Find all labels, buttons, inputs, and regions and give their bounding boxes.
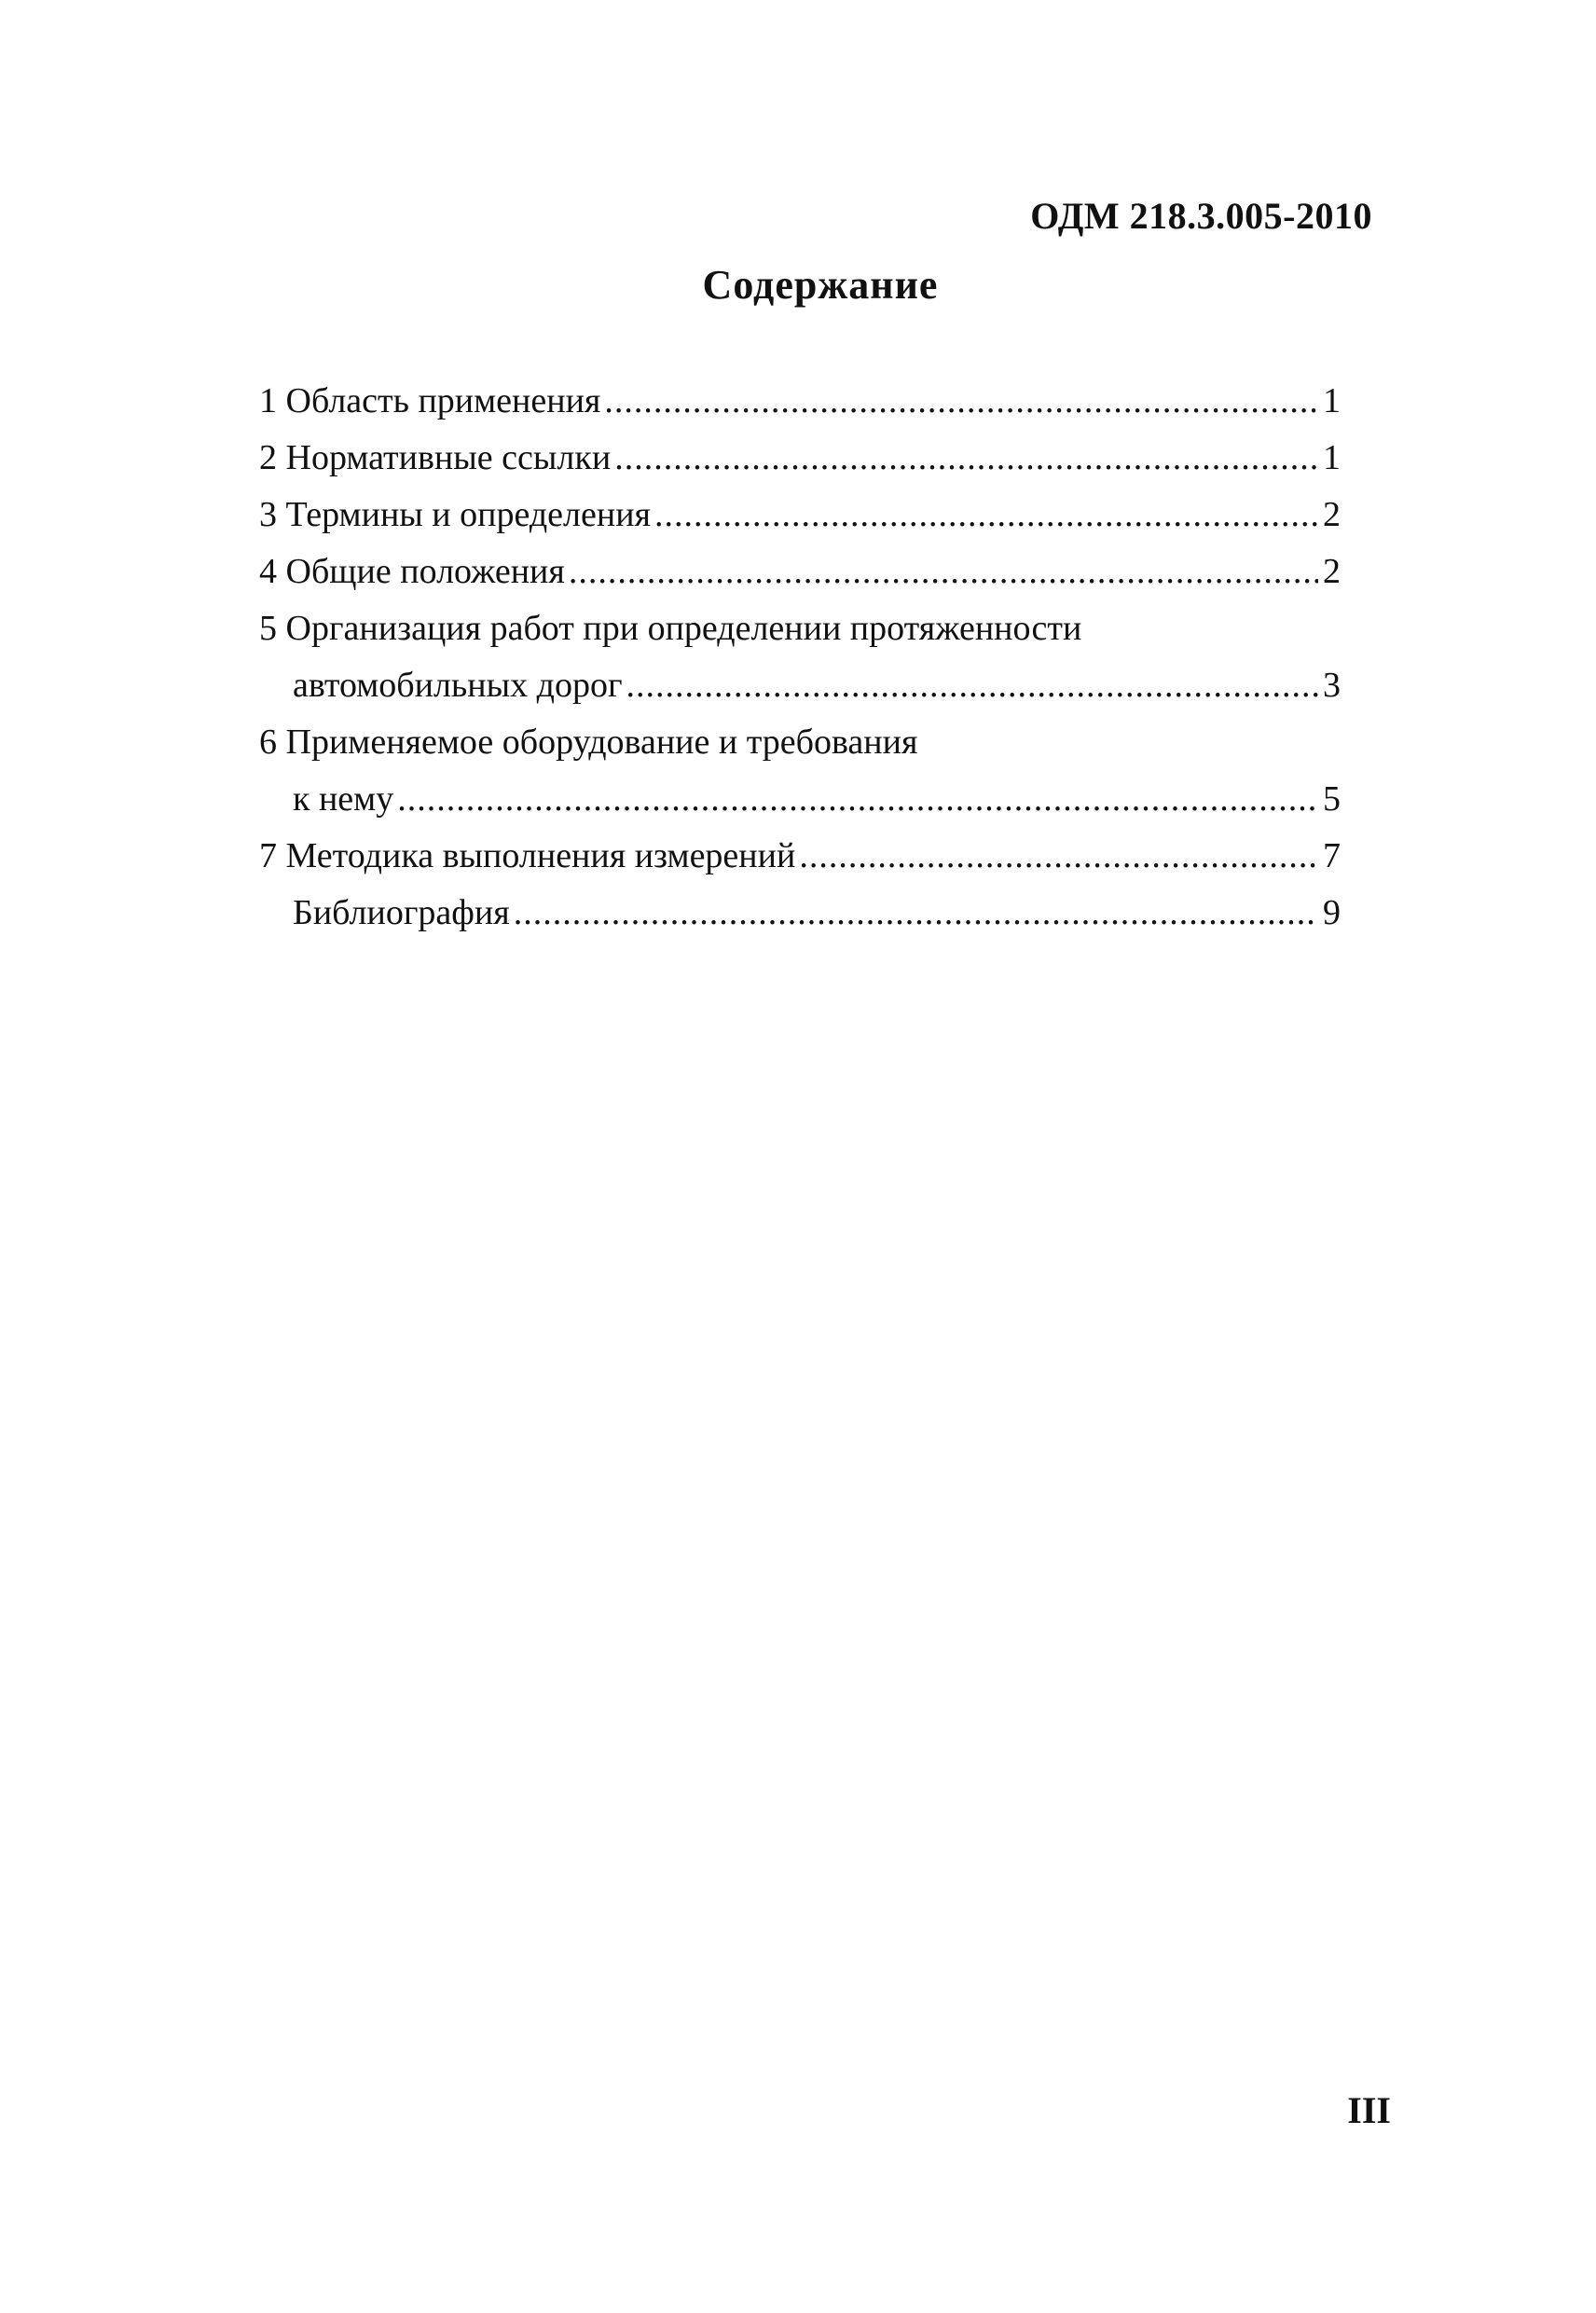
toc-leader-dots bbox=[654, 487, 1318, 544]
document-code: ОДМ 218.3.005-2010 bbox=[1030, 195, 1372, 237]
toc-entry-label: 1 Область применения bbox=[259, 381, 601, 420]
toc-leader-dots bbox=[569, 544, 1318, 600]
toc-title: Содержание bbox=[702, 262, 939, 308]
toc-entry-bibliography[interactable] bbox=[259, 885, 1341, 942]
toc-page-number: 1 bbox=[1323, 438, 1341, 477]
toc-entry-label: 4 Общие положения bbox=[259, 552, 565, 591]
toc-entry-2[interactable] bbox=[259, 430, 1341, 487]
toc-page-number: 3 bbox=[1323, 666, 1341, 705]
toc-entry-label: 5 Организация работ при определении протяженности bbox=[259, 609, 1082, 648]
toc-entry-7[interactable] bbox=[259, 828, 1341, 885]
toc-page-number: 1 bbox=[1323, 381, 1341, 420]
toc-leader-dots bbox=[514, 885, 1318, 942]
toc-entry-6[interactable] bbox=[259, 714, 1341, 828]
toc-entry-label: Библиография bbox=[293, 893, 510, 932]
toc-leader-dots bbox=[604, 373, 1318, 430]
toc-leader-dots bbox=[626, 657, 1318, 714]
toc-page-number: 2 bbox=[1323, 552, 1341, 591]
toc-entry-3[interactable] bbox=[259, 487, 1341, 544]
toc-entry-1[interactable] bbox=[259, 373, 1341, 430]
toc-entry-label: 3 Термины и определения bbox=[259, 495, 652, 534]
toc-page-number: 9 bbox=[1323, 893, 1341, 932]
page-number: III bbox=[1347, 2089, 1391, 2131]
toc-entry-label: 2 Нормативные ссылки bbox=[259, 438, 612, 477]
toc-entry-label-continuation: автомобильных дорог bbox=[293, 666, 623, 705]
toc-entry-label-continuation: к нему bbox=[293, 779, 394, 819]
toc-entry-5[interactable] bbox=[259, 600, 1341, 714]
toc-page-number: 2 bbox=[1323, 495, 1341, 534]
toc-leader-dots bbox=[799, 828, 1318, 885]
table-of-contents bbox=[259, 373, 1341, 942]
toc-leader-dots bbox=[614, 430, 1318, 487]
toc-entry-label: 6 Применяемое оборудование и требования bbox=[259, 723, 918, 762]
toc-page-number: 5 bbox=[1323, 779, 1341, 819]
toc-entry-label: 7 Методика выполнения измерений bbox=[259, 836, 796, 875]
toc-page-number: 7 bbox=[1323, 836, 1341, 875]
toc-entry-4[interactable] bbox=[259, 544, 1341, 600]
toc-leader-dots bbox=[397, 771, 1318, 828]
